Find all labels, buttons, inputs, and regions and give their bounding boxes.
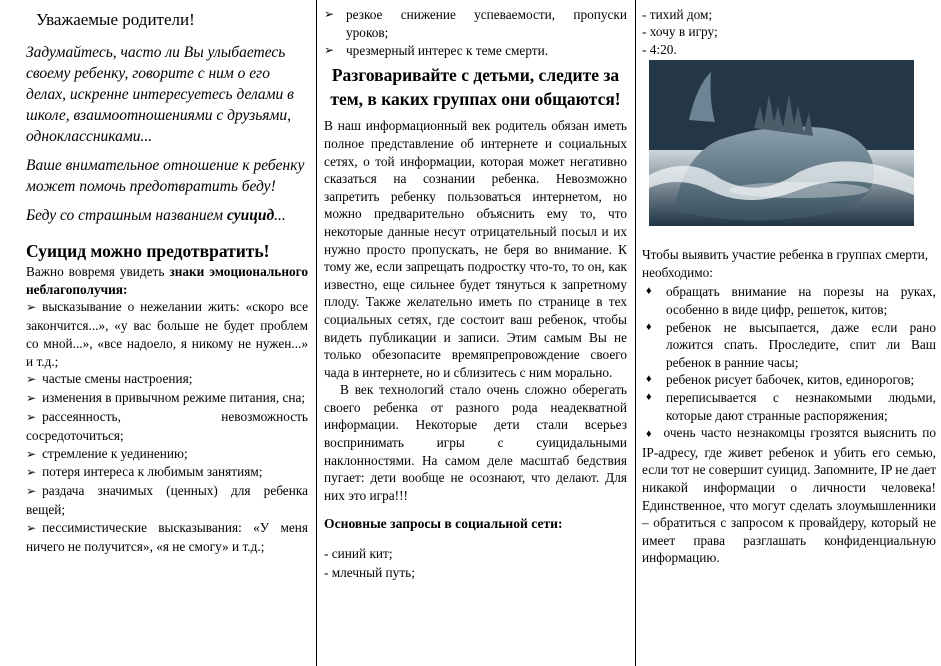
danger-word: суицид	[226, 207, 275, 224]
arrow-bullet-icon: ➢	[26, 372, 37, 387]
query-item: - 4:20.	[642, 41, 677, 57]
arrow-bullet-icon: ➢	[324, 42, 335, 57]
diamond-icon: ♦	[646, 285, 652, 298]
danger-tail: ...	[274, 207, 286, 224]
list-item-text: изменения в привычном режиме питания, сна;	[42, 390, 306, 406]
list-item-text: резкое снижение успеваемости, пропуски уроков;	[346, 7, 627, 40]
list-item-text: раздача значимых (ценных) для ребенка вещей;	[26, 483, 308, 517]
arrow-bullet-icon: ➢	[26, 446, 37, 461]
intro-paragraph: Задумайтесь, часто ли Вы улыбаетесь своему ребенку, говорите с ним о его делах, искренне интересуетесь делами в школе, взаимоотношениями с друзьями, одноклассниками...	[26, 44, 294, 145]
greeting-heading: Уважаемые родители!	[36, 10, 195, 29]
list-item-text: переписывается с незнакомыми людьми, которые дают странные распоряжения;	[666, 389, 936, 423]
arrow-bullet-icon: ➢	[26, 409, 37, 424]
column-3	[636, 0, 941, 666]
detection-item	[642, 319, 936, 372]
warning-sign-item	[26, 370, 308, 389]
warning-sign-item	[26, 463, 308, 482]
detection-list	[642, 283, 936, 424]
arrow-bullet-icon: ➢	[26, 484, 37, 499]
query-item: - хочу в игру;	[642, 24, 718, 40]
query-item: - синий кит;	[324, 546, 393, 562]
list-item-text: пессимистические высказывания: «У меня ничего не получится», «я не смогу» и т.д.;	[26, 519, 308, 554]
queries-heading: Основные запросы в социальной сети:	[324, 516, 563, 532]
whale-image	[649, 60, 914, 226]
list-item-text: рассеянность, невозможность сосредоточиться;	[26, 408, 308, 443]
list-item-text: ребенок не высыпается, даже если рано ложится спать. Проследите, спит ли Ваш ребенок в ранние часы;	[666, 319, 936, 370]
diamond-icon: ♦	[646, 320, 652, 333]
talk-heading: Разговаривайте с детьми, следите за тем, в каких группах они общаются!	[330, 65, 621, 110]
whale-illustration	[649, 60, 914, 226]
internet-paragraph: В наш информационный век родитель обязан иметь полное представление об интернете и социальных сетях, о той информации, которая может негативно сказаться на сознании ребенка. Невозможно запретить ребенку пользоваться интернетом, но можно предварительно объяснить ему то, что некоторые данные несут отрицательный посыл и их нужно просто пропускать, не беря во внимание. К тому же, если запрещать подростку что-то, то он, как известно, еще сильнее будет тянуться к запретному плоду. Также желательно иметь по странице в тех социальных сетях, где состоит ваш ребенок, чтобы видеть публикации и записи. Этим самым Вы не только обезопасите времяпрепровождение своего чада в интернете, но и сблизитесь с ним морально.	[324, 118, 627, 380]
list-item-text: потеря интереса к любимым занятиям;	[42, 464, 263, 480]
warning-sign-item	[324, 6, 627, 42]
warning-sign-item	[26, 389, 308, 408]
prevention-heading: Суицид можно предотвратить!	[26, 241, 270, 261]
warning-sign-item	[26, 298, 308, 370]
query-item: - млечный путь;	[324, 565, 415, 581]
warning-lead: Важно вовремя увидеть	[26, 264, 170, 279]
detection-item	[642, 283, 936, 318]
list-item-text: частые смены настроения;	[42, 371, 193, 387]
diamond-icon: ♦	[646, 373, 652, 386]
list-item-text: высказывание о нежелании жить: «скоро все закончится...», «у вас больше не будет проблем со мной...», «все надоело, я никому не нужен...» и т.д.;	[26, 299, 308, 369]
warning-sign-item	[26, 519, 308, 556]
query-item: - тихий дом;	[642, 7, 713, 22]
danger-lead: Беду со страшным названием	[26, 207, 227, 224]
arrow-bullet-icon: ➢	[324, 7, 335, 21]
detection-item	[642, 389, 936, 424]
diamond-icon: ♦	[646, 390, 652, 403]
queries-list	[324, 544, 627, 582]
detection-intro: Чтобы выявить участие ребенка в группах смерти, необходимо:	[642, 247, 929, 280]
list-item-text: ребенок рисует бабочек, китов, единорогов;	[666, 372, 915, 388]
list-item-text: обращать внимание на порезы на руках, особенно в виде цифр, решеток, китов;	[666, 284, 936, 317]
attention-paragraph: Ваше внимательное отношение к ребенку может помочь предотвратить беду!	[26, 157, 305, 195]
arrow-bullet-icon: ➢	[26, 391, 37, 406]
danger-paragraph	[26, 205, 308, 226]
games-paragraph: В век технологий стало очень сложно оберегать своего ребенка от разного рода неадекватной информации. Некоторые дети стали всерьез воспринимать игры с суицидальными наклонностями. На самом деле масштаб бедствия пугает: дети вообще не осознают, что делают. Для них это игра!!!	[324, 382, 627, 503]
warning-bold: знаки эмоционального неблагополучия:	[26, 264, 308, 297]
warning-signs-intro	[26, 263, 308, 298]
detection-item	[642, 371, 936, 389]
warning-sign-item	[324, 42, 627, 60]
warning-sign-item	[26, 482, 308, 519]
warning-signs-list	[26, 298, 308, 555]
column-1	[0, 0, 316, 666]
warning-sign-item	[26, 408, 308, 445]
ip-threat-paragraph	[642, 424, 936, 567]
warning-sign-item	[26, 445, 308, 464]
arrow-bullet-icon: ➢	[26, 465, 37, 480]
queries-list-continued	[642, 6, 936, 58]
column-2	[317, 0, 635, 666]
list-item-text: чрезмерный интерес к теме смерти.	[346, 42, 549, 58]
warning-signs-list-continued	[324, 6, 627, 59]
ip-threat-text: очень часто незнакомцы грозятся выяснить по IP-адресу, где живет ребенок и убить его семью, если тот не совершит суицид. Запомните, IP не дает никакой информации о личности человека! Единственное, что могут сделать злоумышленники – обратиться с запросом к провайдеру, который не имеет права разглашать конфиденциальную информацию.	[642, 425, 937, 566]
arrow-bullet-icon: ➢	[26, 300, 37, 315]
list-item-text: стремление к уединению;	[42, 445, 188, 461]
diamond-icon: ♦	[646, 428, 654, 441]
arrow-bullet-icon: ➢	[26, 520, 37, 535]
